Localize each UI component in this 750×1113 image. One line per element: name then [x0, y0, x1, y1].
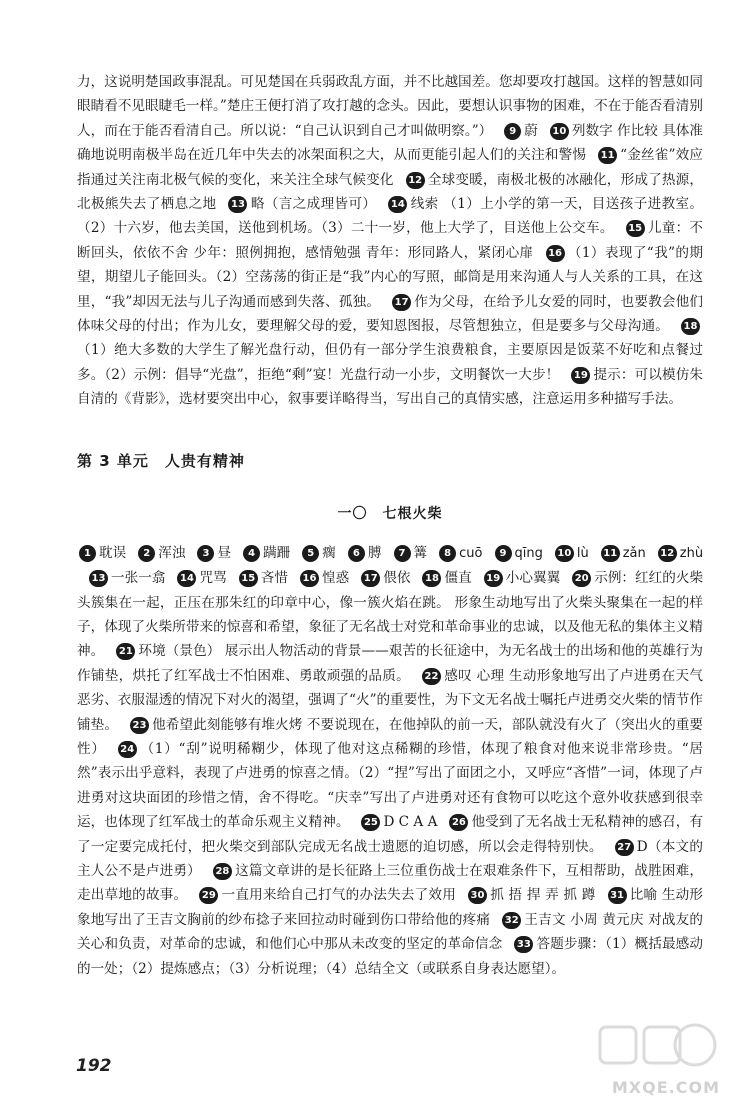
answer-number-badge: 3 — [197, 545, 214, 562]
answer-number-badge: 19 — [571, 367, 590, 384]
answer-number-badge: 5 — [302, 545, 319, 562]
answer-number-badge: 33 — [514, 936, 533, 953]
answer-text: 抓 捂 捍 弄 抓 蹲 — [490, 887, 596, 904]
page-number: 192 — [76, 1056, 112, 1076]
answer-number-badge: 13 — [89, 570, 108, 587]
answer-text: lù — [576, 545, 589, 561]
answer-number-badge: 18 — [422, 570, 441, 587]
answer-text: 线索 （1）上小学的第一天，目送孩子进教室。（2）十六岁，他去美国，送他到机场。（3）二十一岁，他上大学了，目送他上公交车。 — [77, 196, 704, 237]
watermark-emblem-icon — [570, 1017, 720, 1077]
answer-text: 环境（景色） 展示出人物活动的背景——艰苦的长征途中，为无名战士的出场和他的英雄行为作铺垫，烘托了红军战士不怕困难、勇敢顽强的品质。 — [77, 643, 704, 684]
answer-number-badge: 1 — [79, 545, 96, 562]
answer-text: cuō — [459, 545, 483, 561]
answer-number-badge: 4 — [243, 545, 260, 562]
answer-number-badge: 30 — [468, 887, 487, 904]
answer-text: 作为父母，在给予儿女爱的同时，也要教会他们体味父母的付出；作为儿女，要理解父母的爱，要知恩图报，尽管想独立，但是要多与父母沟通。 — [77, 293, 703, 335]
answer-number-badge: 16 — [546, 245, 565, 262]
watermark-logo — [570, 1017, 720, 1097]
answer-number-badge: 21 — [116, 643, 135, 660]
answer-text: 吝惜 — [260, 570, 288, 587]
answer-number-badge: 2 — [138, 545, 155, 562]
answer-block-unit2 — [77, 70, 703, 412]
answer-number-badge: 12 — [658, 545, 677, 562]
answer-number-badge: 31 — [608, 887, 627, 904]
answer-text: （1）绝大多数的大学生了解光盘行动，但仍有一部分学生浪费粮食，主要原因是饭菜不好吃和点餐过多。（2）示例：倡导“光盘”，拒绝“剩”宴！光盘行动一小步，文明餐饮一大步！ — [77, 342, 703, 383]
page-content — [77, 70, 703, 981]
answer-text: 力，这说明楚国政事混乱。可见楚国在兵弱政乱方面，并不比越国差。您却要攻打越国。这样的智慧如同眼睛看不见眼睫毛一样。”楚庄王便打消了攻打越的念头。因此，要想认识事物的困难，不在于能否看清别人，而在于能否看清自己。所以说：“自己认识到自己才叫做明察。”） — [77, 74, 703, 139]
answer-text: 咒骂 — [199, 570, 227, 587]
answer-text: 蔚 — [524, 122, 538, 139]
answer-text: 王吉文 小周 黄元庆 对战友的关心和负责，对革命的忠诚，和他们心中那从未改变的坚定的革命信念 — [77, 911, 704, 953]
answer-text: 耽误 — [99, 544, 127, 561]
answer-number-badge: 11 — [598, 147, 617, 164]
answer-text: “金丝雀”效应指通过关注南北极气候的变化，来关注全球气候变化 — [77, 147, 703, 188]
answer-text: 浑浊 — [158, 544, 186, 561]
answer-text: 儿童：不断回头，依依不舍 少年：照例拥抱，感情勉强 青年：形同路人，紧闭心扉 — [77, 220, 704, 261]
answer-number-badge: 9 — [495, 545, 512, 562]
answer-number-badge: 14 — [177, 570, 196, 587]
answer-number-badge: 11 — [601, 545, 620, 562]
answer-number-badge: 10 — [550, 123, 569, 140]
answer-text: 比喻 生动形象地写出了王吉文胸前的纱布捻子来回拉动时碰到伤口带给他的疼痛 — [77, 887, 704, 928]
answer-number-badge: 15 — [626, 220, 645, 237]
answer-text: qīng — [514, 545, 543, 561]
answer-number-badge: 19 — [484, 570, 503, 587]
answer-number-badge: 14 — [388, 196, 407, 213]
answer-text: 小心翼翼 — [505, 570, 561, 587]
answer-block-lesson10 — [77, 541, 703, 981]
answer-number-badge: 8 — [439, 545, 456, 562]
answer-text: 他希望此刻能够有堆火烤 不要说现在，在他掉队的前一天，部队就没有火了（突出火的重要性） — [77, 716, 703, 757]
answer-number-badge: 29 — [199, 887, 218, 904]
answer-number-badge: 18 — [681, 318, 700, 335]
answer-text: 篝 — [413, 544, 428, 561]
answer-text: （1）“刮”说明稀糊少，体现了他对这点稀糊的珍惜，体现了粮食对他来说非常珍贵。“居然”表示出乎意料，表现了卢进勇的惊喜之情。（2）“捏”写出了面团之小，又呼应“吝惜”一词，体现了卢进勇对这块面团的珍惜之情，舍不得吃。“庆幸”写出了卢进勇对还有食物可以吃这个意外收获感到很幸运，也体现了红军战士的革命乐观主义精神。 — [77, 740, 704, 831]
answer-number-badge: 25 — [361, 814, 380, 831]
answer-text: 一直用来给自己打气的办法失去了效用 — [221, 887, 456, 904]
answer-text: 蹒跚 — [263, 544, 291, 561]
answer-text: 瘸 — [322, 544, 336, 561]
answer-number-badge: 7 — [394, 545, 411, 562]
answer-number-badge: 9 — [504, 123, 521, 140]
answer-number-badge: 27 — [615, 839, 634, 856]
answer-text: 昼 — [217, 544, 232, 561]
answer-number-badge: 32 — [502, 912, 521, 929]
answer-text: 略（言之成理皆可） — [250, 196, 377, 213]
answer-text: zǎn — [622, 545, 646, 561]
answer-number-badge: 12 — [406, 172, 425, 189]
answer-number-badge: 10 — [555, 545, 574, 562]
answer-number-badge: 17 — [392, 294, 411, 311]
answer-text: 他受到了无名战士无私精神的感召，有了一定要完成托付，把火柴交到部队完成无名战士遗愿的迫切感，所以会走得特别快。 — [77, 814, 703, 855]
answer-number-badge: 23 — [130, 717, 149, 734]
answer-text: D C A A — [383, 814, 438, 831]
answer-number-badge: 13 — [228, 196, 247, 213]
answer-text: 一张一翕 — [111, 570, 166, 587]
answer-number-badge: 20 — [572, 570, 591, 587]
answer-text: 膊 — [367, 544, 382, 561]
answer-text: 偎依 — [383, 570, 411, 587]
unit-title: 第 3 单元 人贵有精神 — [77, 451, 245, 470]
answer-text: 惶惑 — [321, 570, 350, 587]
answer-number-badge: 6 — [348, 545, 365, 562]
watermark-text: MXQE.COM — [611, 1078, 720, 1097]
answer-number-badge: 15 — [239, 570, 258, 587]
answer-text: （1）表现了“我”的期望，期望儿子能回头。（2）空荡荡的街正是“我”内心的写照，邮筒是用来沟通人与人关系的工具，在这里，“我”却因无法与儿子沟通而感到失落、孤独。 — [77, 244, 703, 310]
answer-text: 答题步骤：（1）概括最感动的一处；（2）提炼感点；（3）分析说理；（4）总结全文（或联系自身表达愿望）。 — [77, 936, 703, 977]
answer-text: zhù — [679, 545, 704, 561]
answer-text: 提示：可以模仿朱自清的《背影》，选材要突出中心，叙事要详略得当，写出自己的真情实感，注意运用多种描写手法。 — [77, 366, 703, 408]
answer-number-badge: 22 — [422, 668, 441, 685]
answer-text: 示例：红红的火柴头簇集在一起，正压在那朱红的印章中心，像一簇火焰在跳。 形象生动地写出了火柴头聚集在一起的样子，体现了火柴所带来的惊喜和希望，象征了无名战士对党和革命事业的忠诚，以及他无私的集体主义精神。 — [77, 570, 704, 660]
lesson-title: 一〇 七根火柴 — [337, 505, 443, 522]
answer-text: 感叹 心理 生动形象地写出了卢进勇在天气恶劣、衣服湿透的情况下对火的渴望，强调了“火”的重要性，为下文无名战士嘱托卢进勇交火柴的情节作铺垫。 — [77, 667, 703, 733]
answer-text: D（本文的主人公不是卢进勇） — [77, 838, 703, 879]
answer-text: 列数字 作比较 具体准确地说明南极半岛在近几年中失去的冰架面积之大，从而更能引起人们的关注和警惕 — [77, 122, 703, 164]
answer-number-badge: 17 — [361, 570, 380, 587]
answer-text: 僵直 — [444, 570, 472, 587]
answer-text: 全球变暖，南极北极的冰融化，形成了热源，北极熊失去了栖息之地 — [77, 171, 704, 213]
answer-number-badge: 28 — [213, 863, 232, 880]
answer-number-badge: 24 — [118, 741, 137, 758]
answer-text: 这篇文章讲的是长征路上三位重伤战士在艰难条件下，互相帮助，战胜困难，走出草地的故事。 — [77, 862, 704, 904]
answer-number-badge: 16 — [300, 570, 319, 587]
answer-number-badge: 26 — [449, 814, 468, 831]
